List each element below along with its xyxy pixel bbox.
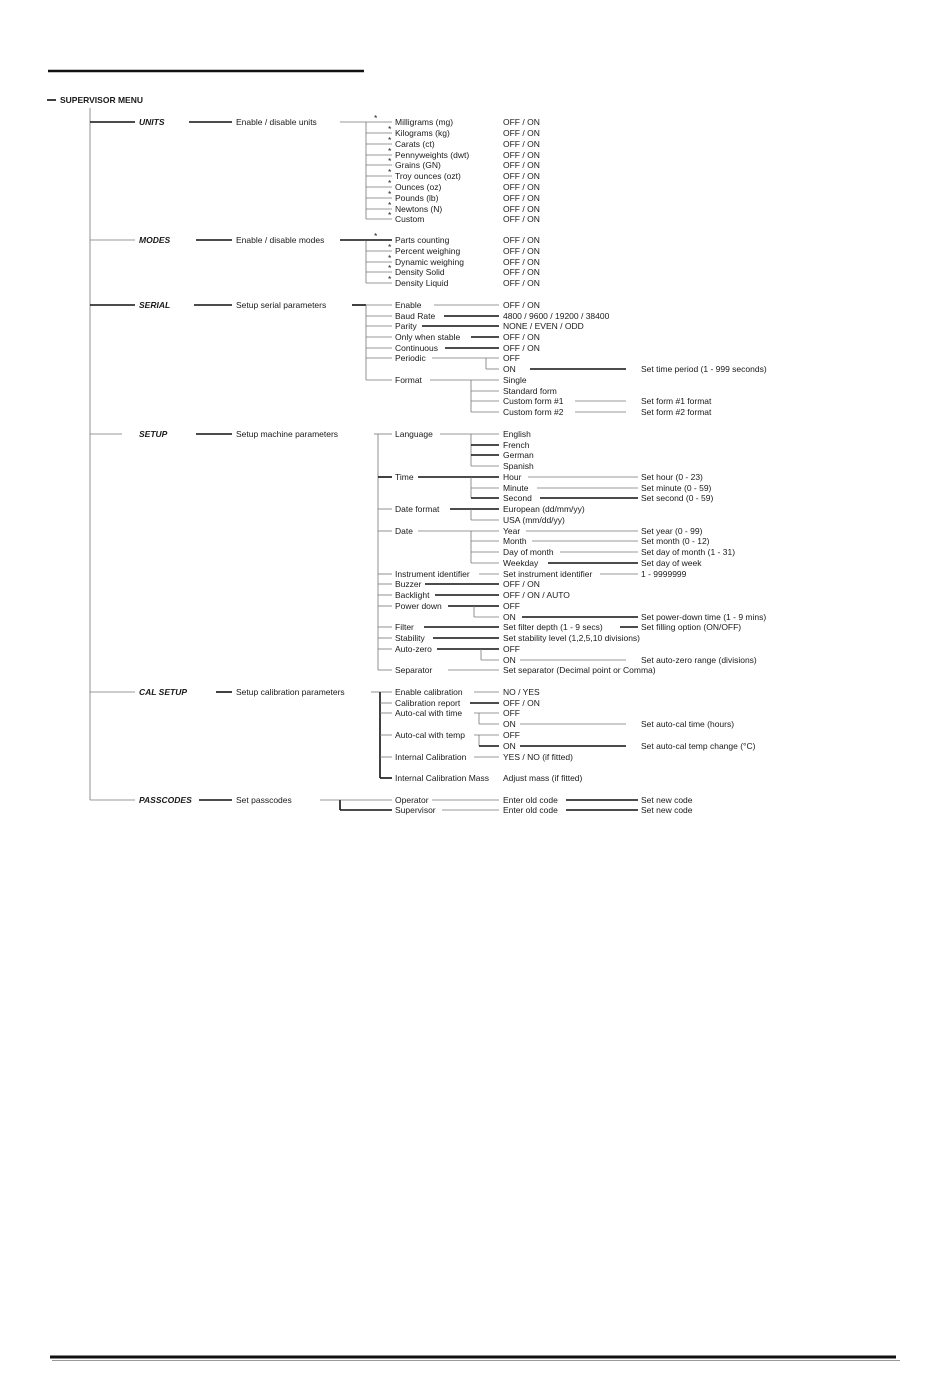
units-item-value: OFF / ON xyxy=(503,171,540,181)
setup-minute: Minute xyxy=(503,483,529,493)
setup-filter: Filter xyxy=(395,622,414,632)
setup-power-down-set: Set power-down time (1 - 9 mins) xyxy=(641,612,767,622)
setup-auto-zero-set: Set auto-zero range (divisions) xyxy=(641,655,757,665)
setup-title: SETUP xyxy=(139,429,168,439)
setup-instrument: Instrument identifier xyxy=(395,569,470,579)
setup-minute-set: Set minute (0 - 59) xyxy=(641,483,712,493)
serial-format-custom1: Custom form #1 xyxy=(503,396,564,406)
svg-text:*: * xyxy=(388,135,392,145)
passcodes-items xyxy=(340,795,693,815)
passcodes-supervisor: Supervisor xyxy=(395,805,436,815)
units-item-label: Pennyweights (dwt) xyxy=(395,150,470,160)
setup-auto-zero-on: ON xyxy=(503,655,516,665)
setup-backlight: Backlight xyxy=(395,590,430,600)
serial-continuous-value: OFF / ON xyxy=(503,343,540,353)
serial-periodic: Periodic xyxy=(395,353,426,363)
modes-item-label: Dynamic weighing xyxy=(395,257,464,267)
units-item-value: OFF / ON xyxy=(503,128,540,138)
setup-language-option: French xyxy=(503,440,530,450)
units-item-value: OFF / ON xyxy=(503,182,540,192)
units-desc: Enable / disable units xyxy=(236,117,317,127)
setup-power-down: Power down xyxy=(395,601,442,611)
passcodes-desc: Set passcodes xyxy=(236,795,292,805)
units-item-label: Kilograms (kg) xyxy=(395,128,450,138)
setup-month-set: Set month (0 - 12) xyxy=(641,536,710,546)
cal-auto-temp-set: Set auto-cal temp change (°C) xyxy=(641,741,756,751)
setup-backlight-value: OFF / ON / AUTO xyxy=(503,590,570,600)
setup-filter-set: Set filter depth (1 - 9 secs) xyxy=(503,622,603,632)
units-item-label: Pounds (lb) xyxy=(395,193,439,203)
units-item-label: Custom xyxy=(395,214,425,224)
cal-auto-time-on: ON xyxy=(503,719,516,729)
units-item-label: Carats (ct) xyxy=(395,139,435,149)
passcodes-supervisor-old: Enter old code xyxy=(503,805,558,815)
units-item-value: OFF / ON xyxy=(503,139,540,149)
serial-baud: Baud Rate xyxy=(395,311,436,321)
cal-internal-value: YES / NO (if fitted) xyxy=(503,752,573,762)
passcodes-title: PASSCODES xyxy=(139,795,192,805)
svg-text:*: * xyxy=(388,167,392,177)
serial-periodic-off: OFF xyxy=(503,353,520,363)
modes-item-value: OFF / ON xyxy=(503,267,540,277)
serial-parity: Parity xyxy=(395,321,417,331)
setup-language-option: German xyxy=(503,450,534,460)
units-item-value: OFF / ON xyxy=(503,214,540,224)
modes-item-label: Density Liquid xyxy=(395,278,449,288)
cal-setup-desc: Setup calibration parameters xyxy=(236,687,345,697)
svg-text:*: * xyxy=(388,274,392,284)
setup-power-down-on: ON xyxy=(503,612,516,622)
modes-item-value: OFF / ON xyxy=(503,257,540,267)
passcodes-supervisor-new: Set new code xyxy=(641,805,693,815)
serial-enable-value: OFF / ON xyxy=(503,300,540,310)
units-title: UNITS xyxy=(139,117,165,127)
setup-separator-set: Set separator (Decimal point or Comma) xyxy=(503,665,656,675)
setup-second: Second xyxy=(503,493,532,503)
setup-weekday-set: Set day of week xyxy=(641,558,702,568)
setup-date: Date xyxy=(395,526,413,536)
svg-text:*: * xyxy=(388,189,392,199)
serial-desc: Setup serial parameters xyxy=(236,300,327,310)
cal-auto-temp: Auto-cal with temp xyxy=(395,730,465,740)
setup-language: Language xyxy=(395,429,433,439)
cal-enable: Enable calibration xyxy=(395,687,463,697)
modes-item-value: OFF / ON xyxy=(503,246,540,256)
svg-text:*: * xyxy=(388,200,392,210)
cal-auto-time: Auto-cal with time xyxy=(395,708,463,718)
svg-text:*: * xyxy=(388,156,392,166)
modes-item-label: Parts counting xyxy=(395,235,450,245)
setup-month: Month xyxy=(503,536,527,546)
setup-date-usa: USA (mm/dd/yy) xyxy=(503,515,565,525)
setup-time: Time xyxy=(395,472,414,482)
cal-internal: Internal Calibration xyxy=(395,752,467,762)
setup-date-european: European (dd/mm/yy) xyxy=(503,504,585,514)
serial-stable: Only when stable xyxy=(395,332,461,342)
units-item-value: OFF / ON xyxy=(503,117,540,127)
setup-buzzer: Buzzer xyxy=(395,579,422,589)
svg-text:*: * xyxy=(388,146,392,156)
setup-language-option: Spanish xyxy=(503,461,534,471)
setup-hour-set: Set hour (0 - 23) xyxy=(641,472,703,482)
setup-separator: Separator xyxy=(395,665,433,675)
setup-year: Year xyxy=(503,526,521,536)
units-item-label: Milligrams (mg) xyxy=(395,117,454,127)
units-item-label: Troy ounces (ozt) xyxy=(395,171,461,181)
svg-text:*: * xyxy=(388,253,392,263)
modes-title: MODES xyxy=(139,235,171,245)
setup-power-down-off: OFF xyxy=(503,601,520,611)
cal-auto-temp-off: OFF xyxy=(503,730,520,740)
setup-buzzer-value: OFF / ON xyxy=(503,579,540,589)
units-item-label: Grains (GN) xyxy=(395,160,441,170)
serial-stable-value: OFF / ON xyxy=(503,332,540,342)
setup-instrument-range: 1 - 9999999 xyxy=(641,569,687,579)
cal-report: Calibration report xyxy=(395,698,461,708)
svg-text:*: * xyxy=(374,231,378,241)
serial-format-single: Single xyxy=(503,375,527,385)
serial-format-custom2: Custom form #2 xyxy=(503,407,564,417)
modes-desc: Enable / disable modes xyxy=(236,235,325,245)
setup-second-set: Set second (0 - 59) xyxy=(641,493,714,503)
serial-enable: Enable xyxy=(395,300,422,310)
units-items xyxy=(366,113,540,224)
serial-custom2-set: Set form #2 format xyxy=(641,407,712,417)
setup-weekday: Weekday xyxy=(503,558,539,568)
serial-periodic-on: ON xyxy=(503,364,516,374)
modes-item-label: Density Solid xyxy=(395,267,445,277)
cal-internal-mass-value: Adjust mass (if fitted) xyxy=(503,773,583,783)
cal-auto-time-set: Set auto-cal time (hours) xyxy=(641,719,735,729)
units-item-label: Ounces (oz) xyxy=(395,182,442,192)
setup-year-set: Set year (0 - 99) xyxy=(641,526,703,536)
serial-format-standard: Standard form xyxy=(503,386,557,396)
svg-text:*: * xyxy=(388,263,392,273)
units-item-value: OFF / ON xyxy=(503,150,540,160)
cal-setup-items xyxy=(380,687,756,783)
setup-auto-zero: Auto-zero xyxy=(395,644,432,654)
modes-item-label: Percent weighing xyxy=(395,246,461,256)
cal-auto-temp-on: ON xyxy=(503,741,516,751)
svg-text:*: * xyxy=(388,210,392,220)
setup-items xyxy=(378,429,766,675)
modes-item-value: OFF / ON xyxy=(503,235,540,245)
cal-auto-time-off: OFF xyxy=(503,708,520,718)
setup-auto-zero-off: OFF xyxy=(503,644,520,654)
serial-continuous: Continuous xyxy=(395,343,439,353)
setup-stability-set: Set stability level (1,2,5,10 divisions) xyxy=(503,633,641,643)
serial-parity-value: NONE / EVEN / ODD xyxy=(503,321,584,331)
setup-desc: Setup machine parameters xyxy=(236,429,339,439)
serial-custom1-set: Set form #1 format xyxy=(641,396,712,406)
passcodes-operator-new: Set new code xyxy=(641,795,693,805)
serial-baud-value: 4800 / 9600 / 19200 / 38400 xyxy=(503,311,610,321)
cal-report-value: OFF / ON xyxy=(503,698,540,708)
units-item-value: OFF / ON xyxy=(503,160,540,170)
cal-internal-mass: Internal Calibration Mass xyxy=(395,773,490,783)
setup-language-option: English xyxy=(503,429,531,439)
passcodes-operator: Operator xyxy=(395,795,429,805)
setup-date-format: Date format xyxy=(395,504,440,514)
svg-text:*: * xyxy=(388,124,392,134)
setup-hour: Hour xyxy=(503,472,522,482)
svg-text:*: * xyxy=(374,113,378,123)
svg-text:*: * xyxy=(388,242,392,252)
setup-day-of-month-set: Set day of month (1 - 31) xyxy=(641,547,736,557)
setup-day-of-month: Day of month xyxy=(503,547,554,557)
setup-filter-option: Set filling option (ON/OFF) xyxy=(641,622,742,632)
units-item-label: Newtons (N) xyxy=(395,204,443,214)
units-item-value: OFF / ON xyxy=(503,204,540,214)
setup-instrument-set: Set instrument identifier xyxy=(503,569,593,579)
serial-format: Format xyxy=(395,375,422,385)
serial-items xyxy=(366,300,767,417)
root-title: SUPERVISOR MENU xyxy=(60,95,143,105)
modes-item-value: OFF / ON xyxy=(503,278,540,288)
serial-title: SERIAL xyxy=(139,300,171,310)
modes-items xyxy=(366,231,540,288)
passcodes-operator-old: Enter old code xyxy=(503,795,558,805)
svg-text:*: * xyxy=(388,178,392,188)
units-item-value: OFF / ON xyxy=(503,193,540,203)
cal-setup-title: CAL SETUP xyxy=(139,687,188,697)
cal-enable-value: NO / YES xyxy=(503,687,540,697)
setup-stability: Stability xyxy=(395,633,425,643)
serial-periodic-set: Set time period (1 - 999 seconds) xyxy=(641,364,767,374)
